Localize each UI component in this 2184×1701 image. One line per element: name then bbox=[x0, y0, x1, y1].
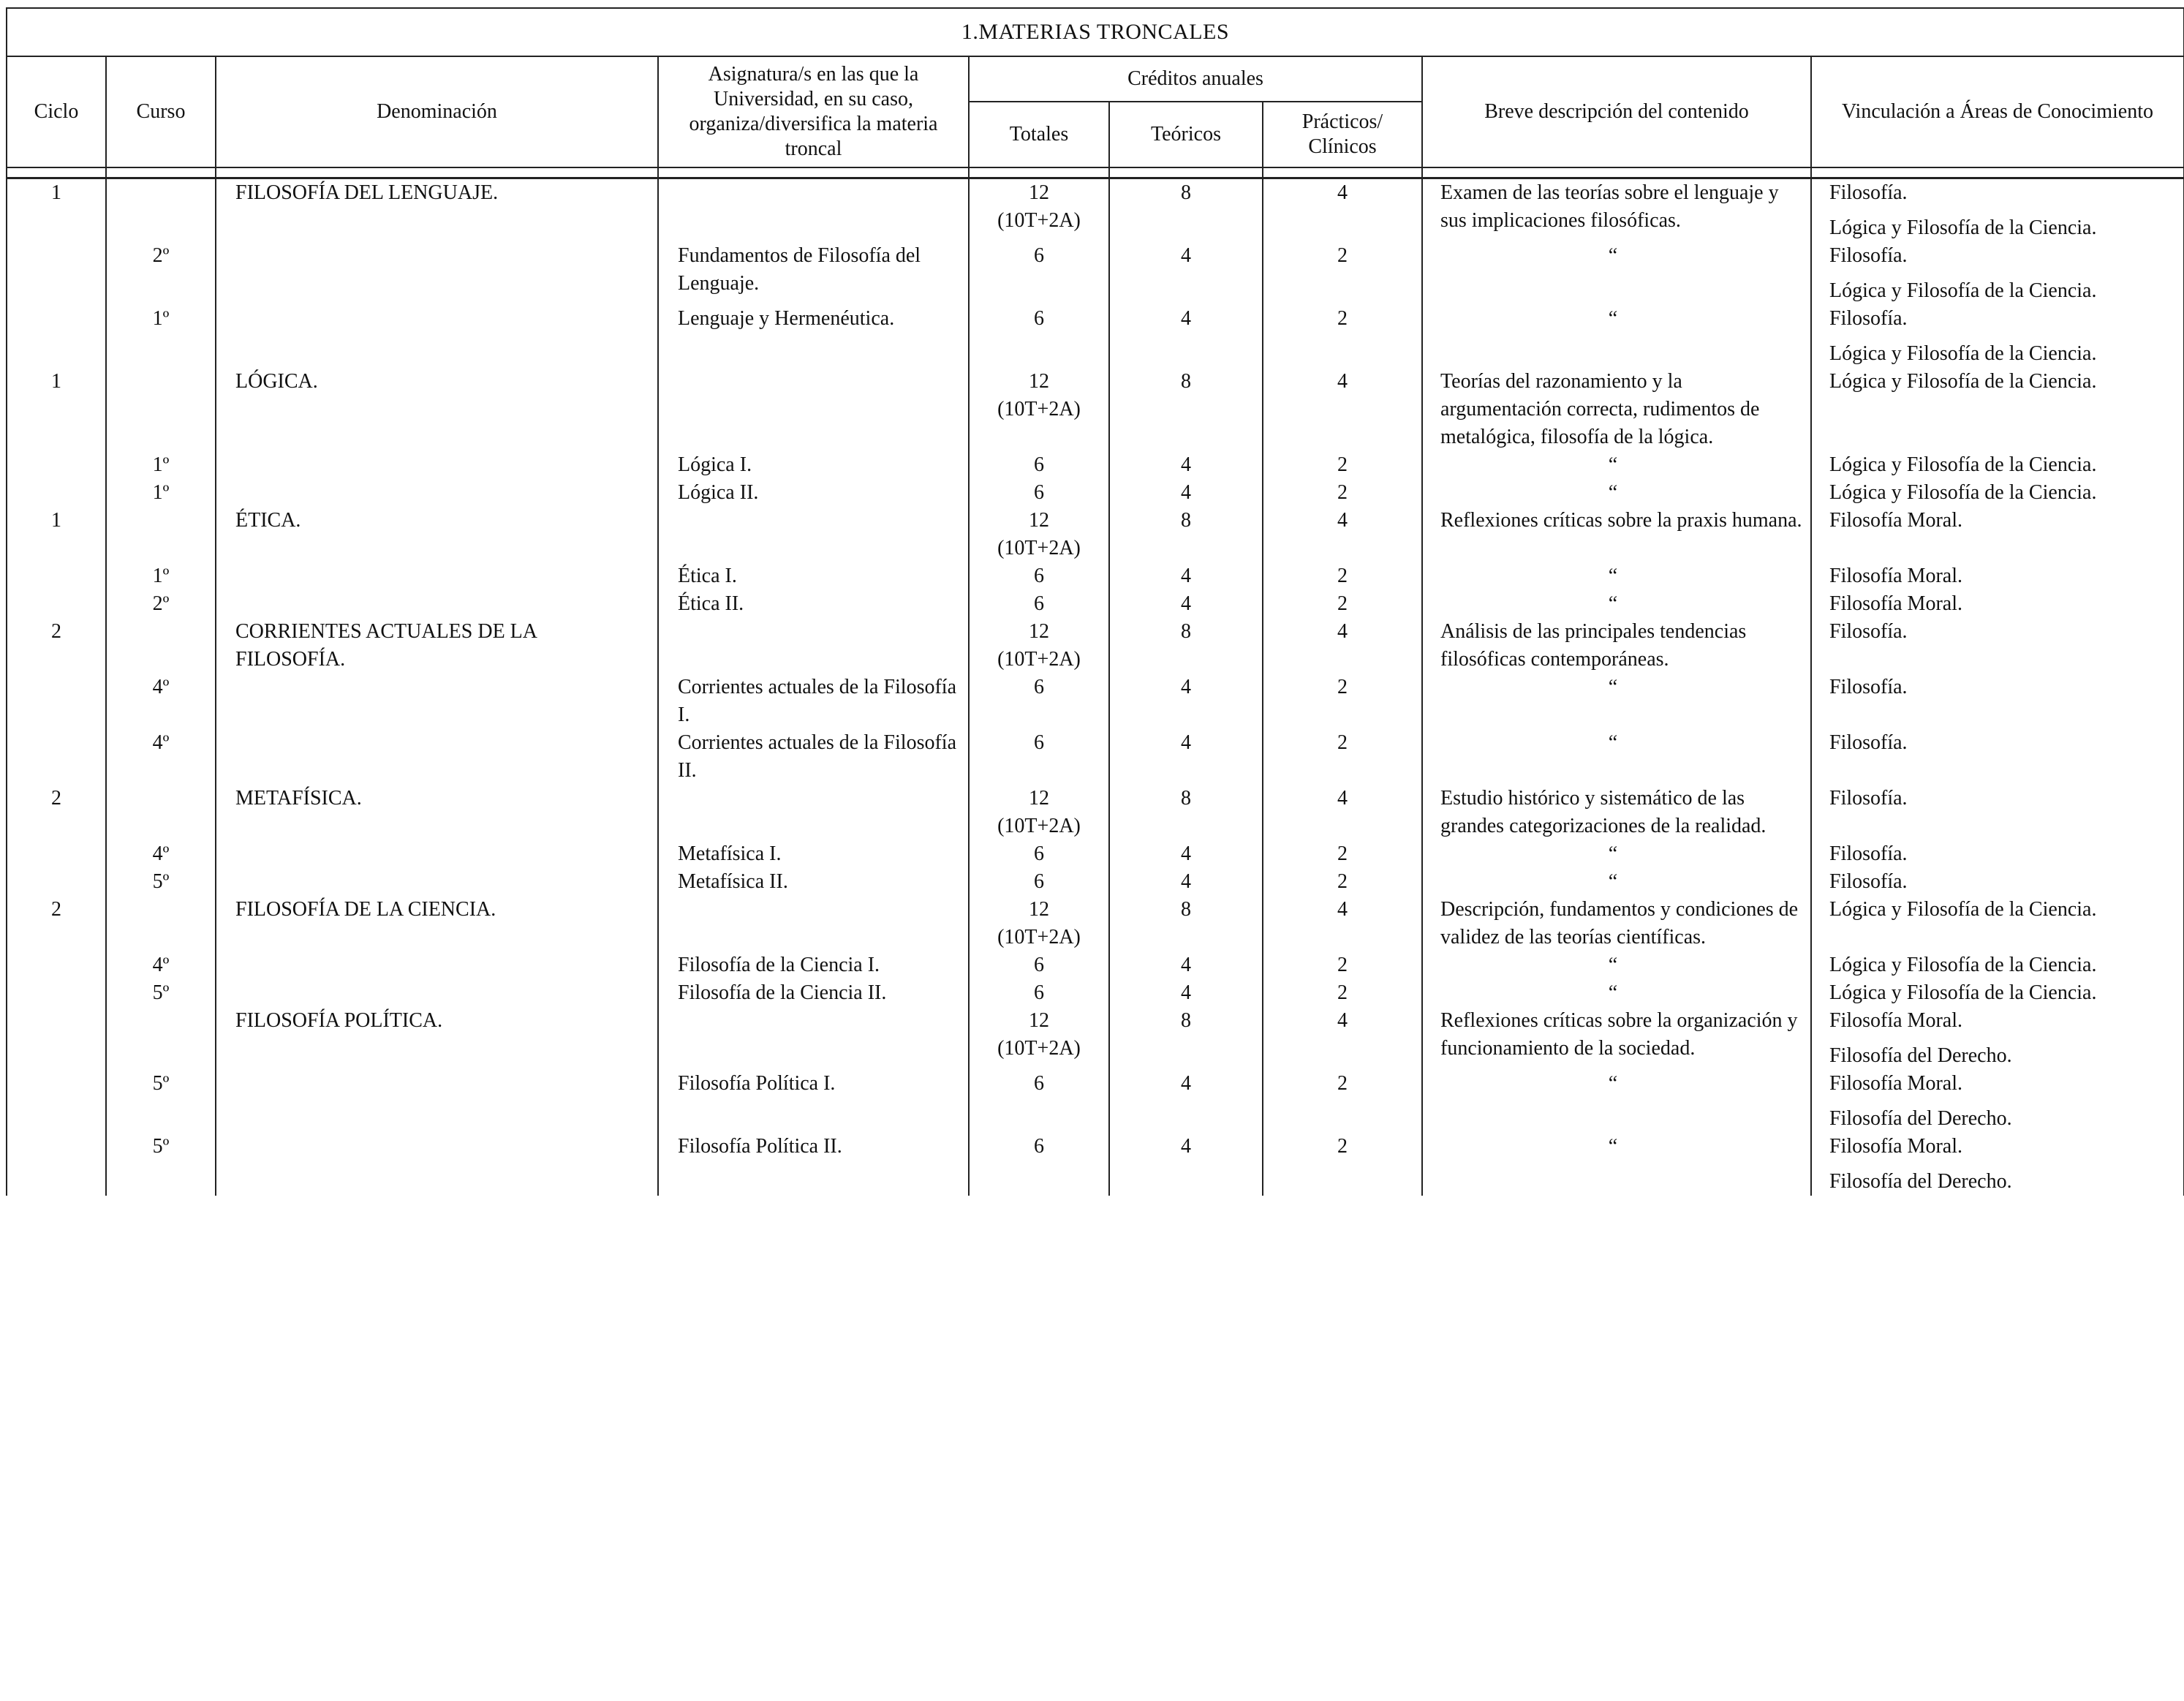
descripcion-ditto-mark: “ bbox=[1422, 868, 1811, 896]
area-conocimiento: Filosofía Moral. bbox=[1829, 565, 1962, 587]
totales-cell bbox=[969, 178, 1109, 243]
area-conocimiento: Lógica y Filosofía de la Ciencia. bbox=[1829, 981, 2097, 1004]
totales-cell bbox=[969, 868, 1109, 896]
table-row bbox=[7, 840, 2184, 868]
area-conocimiento: Lógica y Filosofía de la Ciencia. bbox=[1829, 216, 2097, 239]
asignatura-cell: Fundamentos de Filosofía del Lenguaje. bbox=[658, 242, 969, 305]
totales-value: 12 bbox=[1029, 370, 1049, 393]
curso-cell bbox=[106, 368, 216, 451]
curso-cell: 4º bbox=[106, 729, 216, 785]
totales-value: 6 bbox=[1034, 307, 1044, 330]
ciclo-cell bbox=[7, 451, 106, 479]
denominacion-cell bbox=[216, 242, 658, 305]
denominacion-cell: FILOSOFÍA POLÍTICA. bbox=[216, 1007, 658, 1070]
practicos-cell: 2 bbox=[1263, 562, 1422, 590]
vinculacion-cell bbox=[1811, 951, 2184, 979]
practicos-cell: 2 bbox=[1263, 590, 1422, 618]
asignatura-cell: Ética I. bbox=[658, 562, 969, 590]
totales-value: 6 bbox=[1034, 731, 1044, 754]
totales-breakdown: (10T+2A) bbox=[997, 926, 1081, 948]
ciclo-cell: 1 bbox=[7, 368, 106, 451]
ciclo-cell bbox=[7, 1070, 106, 1133]
asignatura-cell: Lógica I. bbox=[658, 451, 969, 479]
denominacion-cell bbox=[216, 979, 658, 1007]
totales-cell bbox=[969, 896, 1109, 951]
ciclo-cell: 1 bbox=[7, 178, 106, 243]
totales-cell bbox=[969, 1070, 1109, 1133]
ciclo-cell bbox=[7, 951, 106, 979]
vinculacion-cell bbox=[1811, 305, 2184, 368]
ciclo-cell bbox=[7, 1007, 106, 1070]
table-row bbox=[7, 305, 2184, 368]
descripcion-cell: Análisis de las principales tendencias filosóficas contemporáneas. bbox=[1422, 618, 1811, 674]
denominacion-cell bbox=[216, 729, 658, 785]
curso-cell: 1º bbox=[106, 562, 216, 590]
practicos-cell: 4 bbox=[1263, 785, 1422, 840]
practicos-cell: 2 bbox=[1263, 305, 1422, 368]
curso-cell: 5º bbox=[106, 1133, 216, 1196]
descripcion-ditto-mark: “ bbox=[1422, 951, 1811, 979]
totales-value: 6 bbox=[1034, 565, 1044, 587]
totales-cell bbox=[969, 451, 1109, 479]
totales-value: 6 bbox=[1034, 870, 1044, 893]
totales-cell bbox=[969, 562, 1109, 590]
ciclo-cell bbox=[7, 1133, 106, 1196]
asignatura-cell: Metafísica I. bbox=[658, 840, 969, 868]
totales-cell bbox=[969, 590, 1109, 618]
totales-breakdown: (10T+2A) bbox=[997, 1037, 1081, 1060]
teoricos-cell: 8 bbox=[1109, 1007, 1263, 1070]
descripcion-cell: Descripción, fundamentos y condiciones de validez de las teorías científicas. bbox=[1422, 896, 1811, 951]
area-conocimiento: Lógica y Filosofía de la Ciencia. bbox=[1829, 453, 2097, 476]
teoricos-cell: 4 bbox=[1109, 1070, 1263, 1133]
teoricos-cell: 4 bbox=[1109, 242, 1263, 305]
descripcion-ditto-mark: “ bbox=[1422, 674, 1811, 729]
table-row bbox=[7, 1070, 2184, 1133]
table-row bbox=[7, 896, 2184, 951]
table-row bbox=[7, 590, 2184, 618]
curso-cell: 5º bbox=[106, 979, 216, 1007]
practicos-cell: 2 bbox=[1263, 729, 1422, 785]
header-curso: Curso bbox=[106, 56, 216, 167]
area-conocimiento: Filosofía del Derecho. bbox=[1829, 1170, 2012, 1193]
descripcion-ditto-mark: “ bbox=[1422, 479, 1811, 507]
teoricos-cell: 4 bbox=[1109, 979, 1263, 1007]
header-gap bbox=[7, 167, 2184, 178]
vinculacion-cell bbox=[1811, 242, 2184, 305]
ciclo-cell bbox=[7, 305, 106, 368]
denominacion-cell bbox=[216, 305, 658, 368]
document-sheet bbox=[6, 7, 2184, 1701]
asignatura-cell bbox=[658, 178, 969, 243]
teoricos-cell: 8 bbox=[1109, 507, 1263, 562]
denominacion-cell bbox=[216, 951, 658, 979]
teoricos-cell: 4 bbox=[1109, 868, 1263, 896]
curso-cell bbox=[106, 896, 216, 951]
denominacion-cell: CORRIENTES ACTUALES DE LA FILOSOFÍA. bbox=[216, 618, 658, 674]
table-row bbox=[7, 178, 2184, 243]
teoricos-cell: 8 bbox=[1109, 178, 1263, 243]
asignatura-cell: Filosofía de la Ciencia II. bbox=[658, 979, 969, 1007]
vinculacion-cell bbox=[1811, 507, 2184, 562]
ciclo-cell: 2 bbox=[7, 896, 106, 951]
teoricos-cell: 4 bbox=[1109, 479, 1263, 507]
vinculacion-cell bbox=[1811, 729, 2184, 785]
denominacion-cell bbox=[216, 868, 658, 896]
asignatura-cell: Metafísica II. bbox=[658, 868, 969, 896]
totales-value: 12 bbox=[1029, 898, 1049, 921]
totales-value: 12 bbox=[1029, 787, 1049, 810]
totales-cell bbox=[969, 840, 1109, 868]
curso-cell: 2º bbox=[106, 590, 216, 618]
table-row bbox=[7, 674, 2184, 729]
asignatura-cell bbox=[658, 507, 969, 562]
denominacion-cell bbox=[216, 479, 658, 507]
header-teoricos: Teóricos bbox=[1109, 102, 1263, 167]
ciclo-cell bbox=[7, 979, 106, 1007]
table-row bbox=[7, 507, 2184, 562]
asignatura-cell: Lógica II. bbox=[658, 479, 969, 507]
teoricos-cell: 4 bbox=[1109, 305, 1263, 368]
asignatura-cell bbox=[658, 368, 969, 451]
curso-cell bbox=[106, 507, 216, 562]
area-conocimiento: Lógica y Filosofía de la Ciencia. bbox=[1829, 370, 2097, 393]
asignatura-cell: Filosofía de la Ciencia I. bbox=[658, 951, 969, 979]
descripcion-ditto-mark: “ bbox=[1422, 1070, 1811, 1133]
ciclo-cell: 2 bbox=[7, 618, 106, 674]
vinculacion-cell bbox=[1811, 618, 2184, 674]
totales-cell bbox=[969, 368, 1109, 451]
descripcion-cell: Examen de las teorías sobre el lenguaje y sus implicaciones filosóficas. bbox=[1422, 178, 1811, 243]
practicos-cell: 4 bbox=[1263, 178, 1422, 243]
header-asignatura: Asignatura/s en las que la Universidad, en su caso, organiza/diversifica la materia troncal bbox=[658, 56, 969, 167]
ciclo-cell: 1 bbox=[7, 507, 106, 562]
area-conocimiento: Filosofía Moral. bbox=[1829, 1009, 1962, 1032]
practicos-cell: 4 bbox=[1263, 618, 1422, 674]
asignatura-cell: Corrientes actuales de la Filosofía II. bbox=[658, 729, 969, 785]
descripcion-cell: Estudio histórico y sistemático de las grandes categorizaciones de la realidad. bbox=[1422, 785, 1811, 840]
descripcion-cell: Reflexiones críticas sobre la praxis humana. bbox=[1422, 507, 1811, 562]
denominacion-cell: LÓGICA. bbox=[216, 368, 658, 451]
practicos-cell: 2 bbox=[1263, 840, 1422, 868]
curso-cell: 1º bbox=[106, 479, 216, 507]
materias-troncales-table bbox=[6, 7, 2184, 1196]
table-body bbox=[7, 178, 2184, 1196]
teoricos-cell: 8 bbox=[1109, 896, 1263, 951]
totales-value: 12 bbox=[1029, 1009, 1049, 1032]
area-conocimiento: Filosofía. bbox=[1829, 842, 1908, 865]
area-conocimiento: Filosofía. bbox=[1829, 870, 1908, 893]
vinculacion-cell bbox=[1811, 840, 2184, 868]
asignatura-cell bbox=[658, 1007, 969, 1070]
totales-value: 6 bbox=[1034, 676, 1044, 698]
totales-value: 6 bbox=[1034, 244, 1044, 267]
totales-cell bbox=[969, 674, 1109, 729]
vinculacion-cell bbox=[1811, 896, 2184, 951]
curso-cell bbox=[106, 618, 216, 674]
descripcion-ditto-mark: “ bbox=[1422, 451, 1811, 479]
totales-value: 6 bbox=[1034, 1135, 1044, 1158]
denominacion-cell: FILOSOFÍA DEL LENGUAJE. bbox=[216, 178, 658, 243]
table-row bbox=[7, 479, 2184, 507]
area-conocimiento: Filosofía del Derecho. bbox=[1829, 1107, 2012, 1130]
asignatura-cell bbox=[658, 785, 969, 840]
totales-value: 6 bbox=[1034, 481, 1044, 504]
header-vinculacion: Vinculación a Áreas de Conocimiento bbox=[1811, 56, 2184, 167]
ciclo-cell bbox=[7, 729, 106, 785]
descripcion-ditto-mark: “ bbox=[1422, 979, 1811, 1007]
header-descripcion: Breve descripción del contenido bbox=[1422, 56, 1811, 167]
curso-cell: 5º bbox=[106, 868, 216, 896]
totales-cell bbox=[969, 507, 1109, 562]
denominacion-cell bbox=[216, 674, 658, 729]
area-conocimiento: Filosofía. bbox=[1829, 787, 1908, 810]
totales-breakdown: (10T+2A) bbox=[997, 537, 1081, 559]
header-ciclo: Ciclo bbox=[7, 56, 106, 167]
practicos-cell: 2 bbox=[1263, 451, 1422, 479]
vinculacion-cell bbox=[1811, 785, 2184, 840]
totales-value: 6 bbox=[1034, 981, 1044, 1004]
area-conocimiento: Filosofía. bbox=[1829, 307, 1908, 330]
totales-cell bbox=[969, 1007, 1109, 1070]
ciclo-cell bbox=[7, 868, 106, 896]
ciclo-cell bbox=[7, 479, 106, 507]
area-conocimiento: Filosofía del Derecho. bbox=[1829, 1044, 2012, 1067]
table-row bbox=[7, 368, 2184, 451]
totales-breakdown: (10T+2A) bbox=[997, 398, 1081, 420]
denominacion-cell bbox=[216, 1133, 658, 1196]
ciclo-cell bbox=[7, 674, 106, 729]
totales-cell bbox=[969, 242, 1109, 305]
denominacion-cell: ÉTICA. bbox=[216, 507, 658, 562]
table-row bbox=[7, 951, 2184, 979]
ciclo-cell bbox=[7, 562, 106, 590]
totales-cell bbox=[969, 785, 1109, 840]
denominacion-cell: FILOSOFÍA DE LA CIENCIA. bbox=[216, 896, 658, 951]
denominacion-cell bbox=[216, 1070, 658, 1133]
table-row bbox=[7, 242, 2184, 305]
ciclo-cell: 2 bbox=[7, 785, 106, 840]
practicos-cell: 4 bbox=[1263, 507, 1422, 562]
table-row bbox=[7, 1007, 2184, 1070]
vinculacion-cell bbox=[1811, 1070, 2184, 1133]
vinculacion-cell bbox=[1811, 479, 2184, 507]
descripcion-ditto-mark: “ bbox=[1422, 305, 1811, 368]
area-conocimiento: Lógica y Filosofía de la Ciencia. bbox=[1829, 342, 2097, 365]
totales-value: 12 bbox=[1029, 181, 1049, 204]
descripcion-cell: Teorías del razonamiento y la argumentación correcta, rudimentos de metalógica, filosofía de la lógica. bbox=[1422, 368, 1811, 451]
table-row bbox=[7, 451, 2184, 479]
teoricos-cell: 8 bbox=[1109, 368, 1263, 451]
curso-cell: 1º bbox=[106, 305, 216, 368]
totales-value: 12 bbox=[1029, 509, 1049, 532]
area-conocimiento: Filosofía. bbox=[1829, 676, 1908, 698]
area-conocimiento: Filosofía. bbox=[1829, 620, 1908, 643]
area-conocimiento: Filosofía. bbox=[1829, 181, 1908, 204]
vinculacion-cell bbox=[1811, 590, 2184, 618]
header-creditos-anuales: Créditos anuales bbox=[969, 56, 1422, 102]
area-conocimiento: Filosofía Moral. bbox=[1829, 1072, 1962, 1095]
practicos-cell: 2 bbox=[1263, 868, 1422, 896]
area-conocimiento: Filosofía Moral. bbox=[1829, 1135, 1962, 1158]
asignatura-cell bbox=[658, 618, 969, 674]
vinculacion-cell bbox=[1811, 1007, 2184, 1070]
curso-cell: 4º bbox=[106, 840, 216, 868]
teoricos-cell: 4 bbox=[1109, 451, 1263, 479]
practicos-cell: 2 bbox=[1263, 951, 1422, 979]
totales-breakdown: (10T+2A) bbox=[997, 648, 1081, 671]
practicos-cell: 2 bbox=[1263, 1070, 1422, 1133]
descripcion-ditto-mark: “ bbox=[1422, 562, 1811, 590]
totales-cell bbox=[969, 1133, 1109, 1196]
teoricos-cell: 8 bbox=[1109, 785, 1263, 840]
table-row bbox=[7, 785, 2184, 840]
totales-cell bbox=[969, 479, 1109, 507]
practicos-cell: 2 bbox=[1263, 479, 1422, 507]
practicos-cell: 2 bbox=[1263, 1133, 1422, 1196]
totales-value: 6 bbox=[1034, 592, 1044, 615]
totales-cell bbox=[969, 305, 1109, 368]
header-practicos: Prácticos/ Clínicos bbox=[1263, 102, 1422, 167]
curso-cell: 5º bbox=[106, 1070, 216, 1133]
teoricos-cell: 4 bbox=[1109, 729, 1263, 785]
practicos-cell: 2 bbox=[1263, 979, 1422, 1007]
practicos-cell: 2 bbox=[1263, 674, 1422, 729]
totales-value: 6 bbox=[1034, 842, 1044, 865]
denominacion-cell bbox=[216, 840, 658, 868]
teoricos-cell: 4 bbox=[1109, 562, 1263, 590]
totales-breakdown: (10T+2A) bbox=[997, 209, 1081, 232]
table-row bbox=[7, 729, 2184, 785]
curso-cell: 4º bbox=[106, 674, 216, 729]
area-conocimiento: Lógica y Filosofía de la Ciencia. bbox=[1829, 279, 2097, 302]
table-row bbox=[7, 868, 2184, 896]
asignatura-cell: Corrientes actuales de la Filosofía I. bbox=[658, 674, 969, 729]
practicos-cell: 4 bbox=[1263, 1007, 1422, 1070]
teoricos-cell: 4 bbox=[1109, 590, 1263, 618]
header-denominacion: Denominación bbox=[216, 56, 658, 167]
totales-cell bbox=[969, 729, 1109, 785]
area-conocimiento: Lógica y Filosofía de la Ciencia. bbox=[1829, 954, 2097, 976]
area-conocimiento: Filosofía. bbox=[1829, 731, 1908, 754]
asignatura-cell bbox=[658, 896, 969, 951]
curso-cell: 2º bbox=[106, 242, 216, 305]
table-row bbox=[7, 979, 2184, 1007]
curso-cell: 4º bbox=[106, 951, 216, 979]
teoricos-cell: 4 bbox=[1109, 951, 1263, 979]
table-row bbox=[7, 562, 2184, 590]
denominacion-cell bbox=[216, 590, 658, 618]
area-conocimiento: Lógica y Filosofía de la Ciencia. bbox=[1829, 898, 2097, 921]
teoricos-cell: 4 bbox=[1109, 1133, 1263, 1196]
asignatura-cell: Ética II. bbox=[658, 590, 969, 618]
descripcion-ditto-mark: “ bbox=[1422, 242, 1811, 305]
practicos-cell: 4 bbox=[1263, 896, 1422, 951]
vinculacion-cell bbox=[1811, 979, 2184, 1007]
totales-breakdown: (10T+2A) bbox=[997, 815, 1081, 837]
totales-cell bbox=[969, 951, 1109, 979]
totales-value: 6 bbox=[1034, 453, 1044, 476]
table-row bbox=[7, 1133, 2184, 1196]
header-totales: Totales bbox=[969, 102, 1109, 167]
vinculacion-cell bbox=[1811, 562, 2184, 590]
descripcion-ditto-mark: “ bbox=[1422, 729, 1811, 785]
totales-value: 12 bbox=[1029, 620, 1049, 643]
denominacion-cell bbox=[216, 562, 658, 590]
asignatura-cell: Lenguaje y Hermenéutica. bbox=[658, 305, 969, 368]
totales-value: 6 bbox=[1034, 1072, 1044, 1095]
denominacion-cell bbox=[216, 451, 658, 479]
practicos-cell: 4 bbox=[1263, 368, 1422, 451]
area-conocimiento: Filosofía Moral. bbox=[1829, 509, 1962, 532]
totales-cell bbox=[969, 618, 1109, 674]
vinculacion-cell bbox=[1811, 674, 2184, 729]
vinculacion-cell bbox=[1811, 368, 2184, 451]
curso-cell bbox=[106, 178, 216, 243]
vinculacion-cell bbox=[1811, 178, 2184, 243]
ciclo-cell bbox=[7, 590, 106, 618]
vinculacion-cell bbox=[1811, 868, 2184, 896]
curso-cell bbox=[106, 785, 216, 840]
curso-cell: 1º bbox=[106, 451, 216, 479]
teoricos-cell: 8 bbox=[1109, 618, 1263, 674]
area-conocimiento: Filosofía Moral. bbox=[1829, 592, 1962, 615]
teoricos-cell: 4 bbox=[1109, 840, 1263, 868]
denominacion-cell: METAFÍSICA. bbox=[216, 785, 658, 840]
practicos-cell: 2 bbox=[1263, 242, 1422, 305]
descripcion-cell: Reflexiones críticas sobre la organización y funcionamiento de la sociedad. bbox=[1422, 1007, 1811, 1070]
curso-cell bbox=[106, 1007, 216, 1070]
totales-cell bbox=[969, 979, 1109, 1007]
teoricos-cell: 4 bbox=[1109, 674, 1263, 729]
vinculacion-cell bbox=[1811, 1133, 2184, 1196]
ciclo-cell bbox=[7, 242, 106, 305]
table-row bbox=[7, 618, 2184, 674]
descripcion-ditto-mark: “ bbox=[1422, 1133, 1811, 1196]
descripcion-ditto-mark: “ bbox=[1422, 590, 1811, 618]
totales-value: 6 bbox=[1034, 954, 1044, 976]
descripcion-ditto-mark: “ bbox=[1422, 840, 1811, 868]
asignatura-cell: Filosofía Política II. bbox=[658, 1133, 969, 1196]
ciclo-cell bbox=[7, 840, 106, 868]
area-conocimiento: Filosofía. bbox=[1829, 244, 1908, 267]
vinculacion-cell bbox=[1811, 451, 2184, 479]
asignatura-cell: Filosofía Política I. bbox=[658, 1070, 969, 1133]
area-conocimiento: Lógica y Filosofía de la Ciencia. bbox=[1829, 481, 2097, 504]
table-title: 1.MATERIAS TRONCALES bbox=[7, 8, 2184, 56]
